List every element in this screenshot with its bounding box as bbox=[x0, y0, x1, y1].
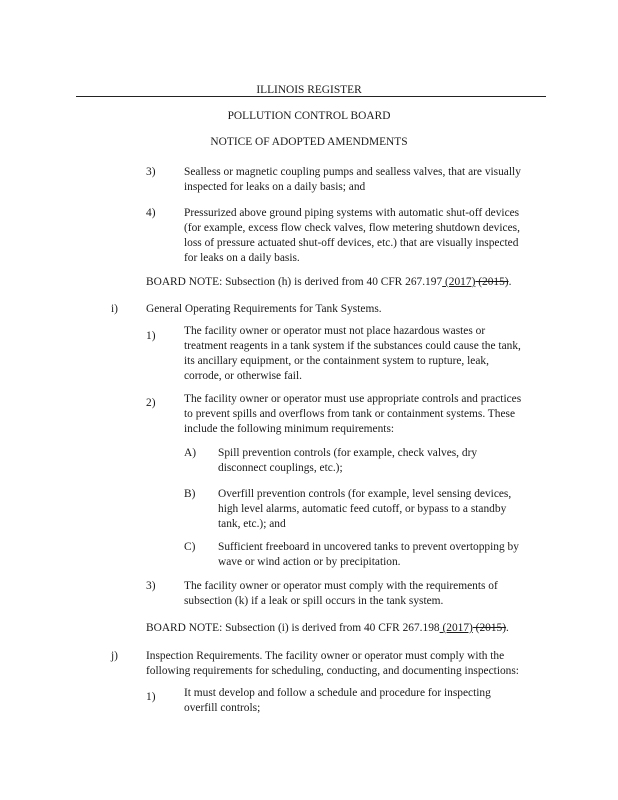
subsection-i-label: i) bbox=[111, 303, 118, 315]
item-j1-label: 1) bbox=[146, 691, 156, 703]
item-j1-text: It must develop and follow a schedule and procedure for inspecting overfill controls; bbox=[184, 687, 491, 714]
subsection-j-label: j) bbox=[111, 650, 118, 662]
item-3-text: Sealless or magnetic coupling pumps and sealless valves, that are visually inspected for leaks on a daily basis; and bbox=[184, 166, 521, 193]
item-b-text: Overfill prevention controls (for example, level sensing devices, high level alarms, automatic feed cutoff, or bypass to a standby tank, etc.); and bbox=[218, 488, 512, 530]
item-c-text: Sufficient freeboard in uncovered tanks to prevent overtopping by wave or wind action or by precipitation. bbox=[218, 541, 519, 568]
item-a-label: A) bbox=[184, 447, 197, 459]
item-4-text: Pressurized above ground piping systems with automatic shut-off devices (for example, excess flow check valves, flow metering shutdown devices, loss of pressure actuated shut-off devices, etc.) that are visually inspected for leaks on a daily basis. bbox=[184, 207, 520, 264]
item-i2-text: The facility owner or operator must use appropriate controls and practices to prevent spills and overflows from tank or containment systems. These include the following minimum requirements: bbox=[184, 393, 522, 435]
item-i2-label: 2) bbox=[146, 397, 156, 409]
subsection-j-text: Inspection Requirements. The facility owner or operator must comply with the following requirements for scheduling, conducting, and documenting inspections: bbox=[146, 650, 519, 677]
subsection-i-title: General Operating Requirements for Tank Systems. bbox=[146, 303, 382, 315]
item-b-label: B) bbox=[184, 488, 196, 500]
item-i3-label: 3) bbox=[146, 580, 156, 592]
item-i3-text: The facility owner or operator must comply with the requirements of subsection (k) if a leak or spill occurs in the tank system. bbox=[184, 580, 498, 607]
header-rule bbox=[76, 96, 546, 97]
item-i1-label: 1) bbox=[146, 330, 156, 342]
item-a-text: Spill prevention controls (for example, check valves, dry disconnect couplings, etc.); bbox=[218, 447, 478, 474]
register-title: ILLINOIS REGISTER bbox=[256, 84, 362, 96]
item-i1-text: The facility owner or operator must not place hazardous wastes or treatment reagents in a tank system if the substances could cause the tank, its ancillary equipment, or the containment system to rupture, leak, corrode, or otherwise fail. bbox=[184, 325, 521, 382]
notice-title: NOTICE OF ADOPTED AMENDMENTS bbox=[210, 136, 408, 148]
board-note-i: BOARD NOTE: Subsection (i) is derived from 40 CFR 267.198 (2017) (2015). bbox=[146, 622, 509, 634]
item-4-label: 4) bbox=[146, 207, 156, 219]
board-note-h: BOARD NOTE: Subsection (h) is derived from 40 CFR 267.197 (2017) (2015). bbox=[146, 276, 512, 288]
board-title: POLLUTION CONTROL BOARD bbox=[227, 110, 391, 122]
item-3-label: 3) bbox=[146, 166, 156, 178]
item-c-label: C) bbox=[184, 541, 196, 553]
